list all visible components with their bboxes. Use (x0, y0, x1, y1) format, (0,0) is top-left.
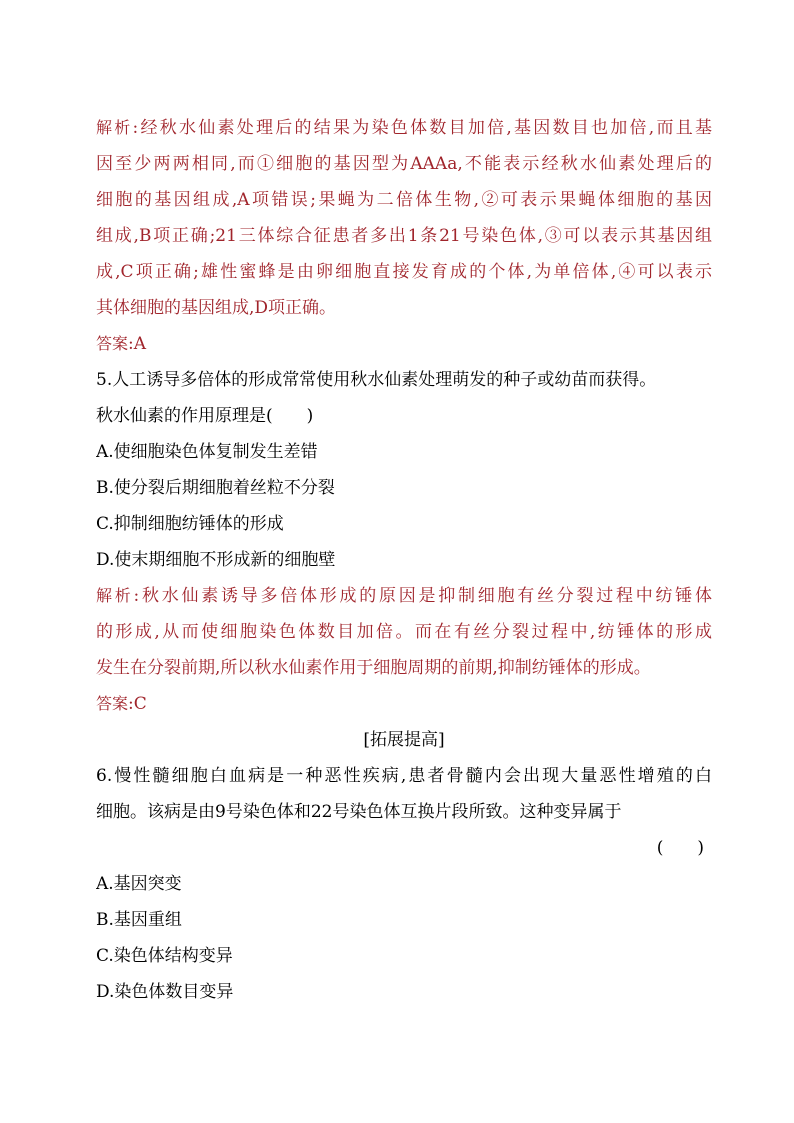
q5-option-a: A.使细胞染色体复制发生差错 (96, 442, 318, 462)
q4-analysis-line-4: 组成,B项正确;21三体综合征患者多出1条21号染色体,③可以表示其基因组 (96, 226, 712, 246)
analysis-tag: 解析 (96, 118, 133, 137)
q5-option-c: C.抑制细胞纺锤体的形成 (96, 514, 284, 534)
q6-option-a: A.基因突变 (96, 874, 182, 894)
answer-value: :A (128, 334, 147, 354)
q4-analysis-line-5: 成,C项正确;雄性蜜蜂是由卵细胞直接发育成的个体,为单倍体,④可以表示 (96, 262, 712, 282)
q6-stem-line-1: 6.慢性髓细胞白血病是一种恶性疾病,患者骨髓内会出现大量恶性增殖的白 (96, 766, 712, 786)
q5-analysis-line-2: 的形成,从而使细胞染色体数目加倍。而在有丝分裂过程中,纺锤体的形成 (96, 622, 712, 642)
question-6 (96, 758, 712, 1010)
q6-answer-blank: ( ) (656, 838, 704, 858)
q5-analysis-line-1: 解析:秋水仙素诱导多倍体形成的原因是抑制细胞有丝分裂过程中纺锤体 (96, 586, 712, 606)
q4-analysis (96, 110, 712, 326)
q5-option-b: B.使分裂后期细胞着丝粒不分裂 (96, 478, 335, 498)
q5-option-d: D.使末期细胞不形成新的细胞壁 (96, 550, 336, 570)
q4-analysis-line-3: 细胞的基因组成,A项错误;果蝇为二倍体生物,②可表示果蝇体细胞的基因 (96, 190, 712, 210)
q4-answer (96, 326, 712, 362)
q6-option-c: C.染色体结构变异 (96, 946, 233, 966)
answer-tag: 答案 (96, 334, 129, 353)
q6-stem-line-2: 细胞。该病是由9号染色体和22号染色体互换片段所致。这种变异属于 (96, 802, 622, 822)
q5-answer (96, 686, 712, 722)
section-title: [拓展提高] (363, 730, 445, 750)
q5-analysis-line-3: 发生在分裂前期,所以秋水仙素作用于细胞周期的前期,抑制纺锤体的形成。 (96, 658, 651, 678)
q5-stem-line-2: 秋水仙素的作用原理是( ) (96, 406, 314, 426)
answer-value: :C (128, 694, 147, 714)
analysis-tag: 解析 (96, 586, 134, 605)
q6-option-b: B.基因重组 (96, 910, 182, 930)
document-page (96, 110, 712, 1010)
q6-option-d: D.染色体数目变异 (96, 982, 234, 1002)
q4-analysis-line-6: 其体细胞的基因组成,D项正确。 (96, 298, 337, 318)
q5-stem-line-1: 5.人工诱导多倍体的形成常常使用秋水仙素处理萌发的种子或幼苗而获得。 (96, 370, 657, 390)
q4-analysis-line-1: 解析:经秋水仙素处理后的结果为染色体数目加倍,基因数目也加倍,而且基 (96, 118, 712, 138)
q4-analysis-line-2: 因至少两两相同,而①细胞的基因型为AAAa,不能表示经秋水仙素处理后的 (96, 154, 712, 174)
answer-tag: 答案 (96, 694, 129, 713)
question-5 (96, 362, 712, 722)
